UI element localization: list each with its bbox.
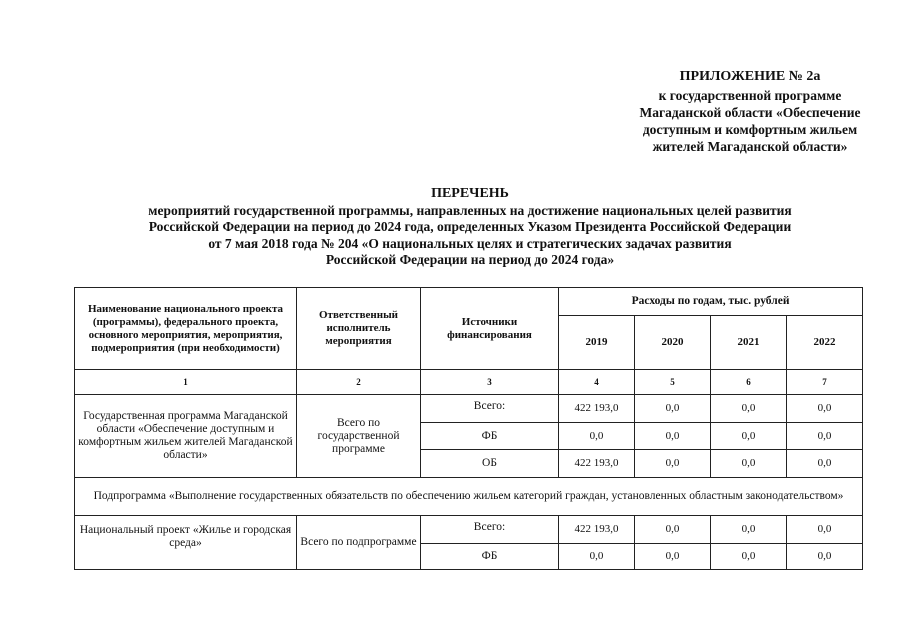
value-cell: 0,0	[711, 395, 787, 423]
header-row	[75, 288, 863, 316]
measures-table	[74, 287, 863, 570]
value-cell: 422 193,0	[559, 395, 635, 423]
value-cell: 0,0	[711, 450, 787, 478]
col-number: 3	[421, 370, 559, 395]
appendix-line: Магаданской области «Обеспечение	[639, 105, 861, 120]
source-cell: ФБ	[421, 423, 559, 450]
title-line: от 7 мая 2018 года № 204 «О национальных целях и стратегических задачах развития	[208, 235, 732, 251]
value-cell: 0,0	[787, 450, 863, 478]
appendix-block	[600, 68, 900, 155]
value-cell: 0,0	[635, 544, 711, 570]
col-number: 4	[559, 370, 635, 395]
value-cell: 0,0	[711, 544, 787, 570]
subprogram-cell: Подпрограмма «Выполнение государственных обязательств по обеспечению жильем категорий граждан, установленных областным законодательством»	[75, 478, 863, 516]
appendix-line: к государственной программе	[658, 88, 842, 103]
value-cell: 0,0	[559, 544, 635, 570]
project-name-cell: Национальный проект «Жилье и городская среда»	[75, 516, 297, 570]
header-executor: Ответственный исполнитель мероприятия	[297, 288, 421, 370]
source-cell: Всего:	[421, 395, 559, 423]
title-line: Российской Федерации на период до 2024 года, определенных Указом Президента Российской Федерации	[148, 219, 792, 234]
header-year: 2019	[559, 316, 635, 370]
col-number: 1	[75, 370, 297, 395]
executor-cell: Всего по государственной программе	[297, 395, 421, 478]
value-cell: 0,0	[787, 423, 863, 450]
value-cell: 0,0	[635, 423, 711, 450]
value-cell: 0,0	[635, 395, 711, 423]
value-cell: 0,0	[787, 395, 863, 423]
document-title	[80, 186, 860, 269]
table-row	[75, 395, 863, 423]
value-cell: 422 193,0	[559, 516, 635, 544]
value-cell: 422 193,0	[559, 450, 635, 478]
header-year: 2020	[635, 316, 711, 370]
appendix-heading: ПРИЛОЖЕНИЕ № 2а	[679, 69, 821, 84]
value-cell: 0,0	[787, 544, 863, 570]
source-cell: ФБ	[421, 544, 559, 570]
header-year: 2022	[787, 316, 863, 370]
appendix-line: доступным и комфортным жильем	[642, 122, 858, 137]
column-numbers-row	[75, 370, 863, 395]
program-name-cell: Государственная программа Магаданской области «Обеспечение доступным и комфортным жильем жителей Магаданской области»	[75, 395, 297, 478]
value-cell: 0,0	[711, 516, 787, 544]
value-cell: 0,0	[635, 450, 711, 478]
col-number: 6	[711, 370, 787, 395]
appendix-line: жителей Магаданской области»	[652, 139, 848, 154]
subprogram-row	[75, 478, 863, 516]
executor-cell: Всего по подпрограмме	[297, 516, 421, 570]
header-sources: Источники финансирования	[421, 288, 559, 370]
title-main: ПЕРЕЧЕНЬ	[431, 186, 509, 201]
value-cell: 0,0	[787, 516, 863, 544]
header-expenses: Расходы по годам, тыс. рублей	[559, 288, 863, 316]
value-cell: 0,0	[635, 516, 711, 544]
title-line: мероприятий государственной программы, направленных на достижение национальных целей развития	[148, 202, 792, 218]
col-number: 5	[635, 370, 711, 395]
header-name: Наименование национального проекта (программы), федерального проекта, основного мероприятия, мероприятия, подмероприятия (при необходимости)	[75, 288, 297, 370]
title-line: Российской Федерации на период до 2024 года»	[325, 252, 615, 267]
source-cell: ОБ	[421, 450, 559, 478]
value-cell: 0,0	[559, 423, 635, 450]
col-number: 2	[297, 370, 421, 395]
col-number: 7	[787, 370, 863, 395]
header-year: 2021	[711, 316, 787, 370]
source-cell: Всего:	[421, 516, 559, 544]
table-row	[75, 516, 863, 544]
value-cell: 0,0	[711, 423, 787, 450]
